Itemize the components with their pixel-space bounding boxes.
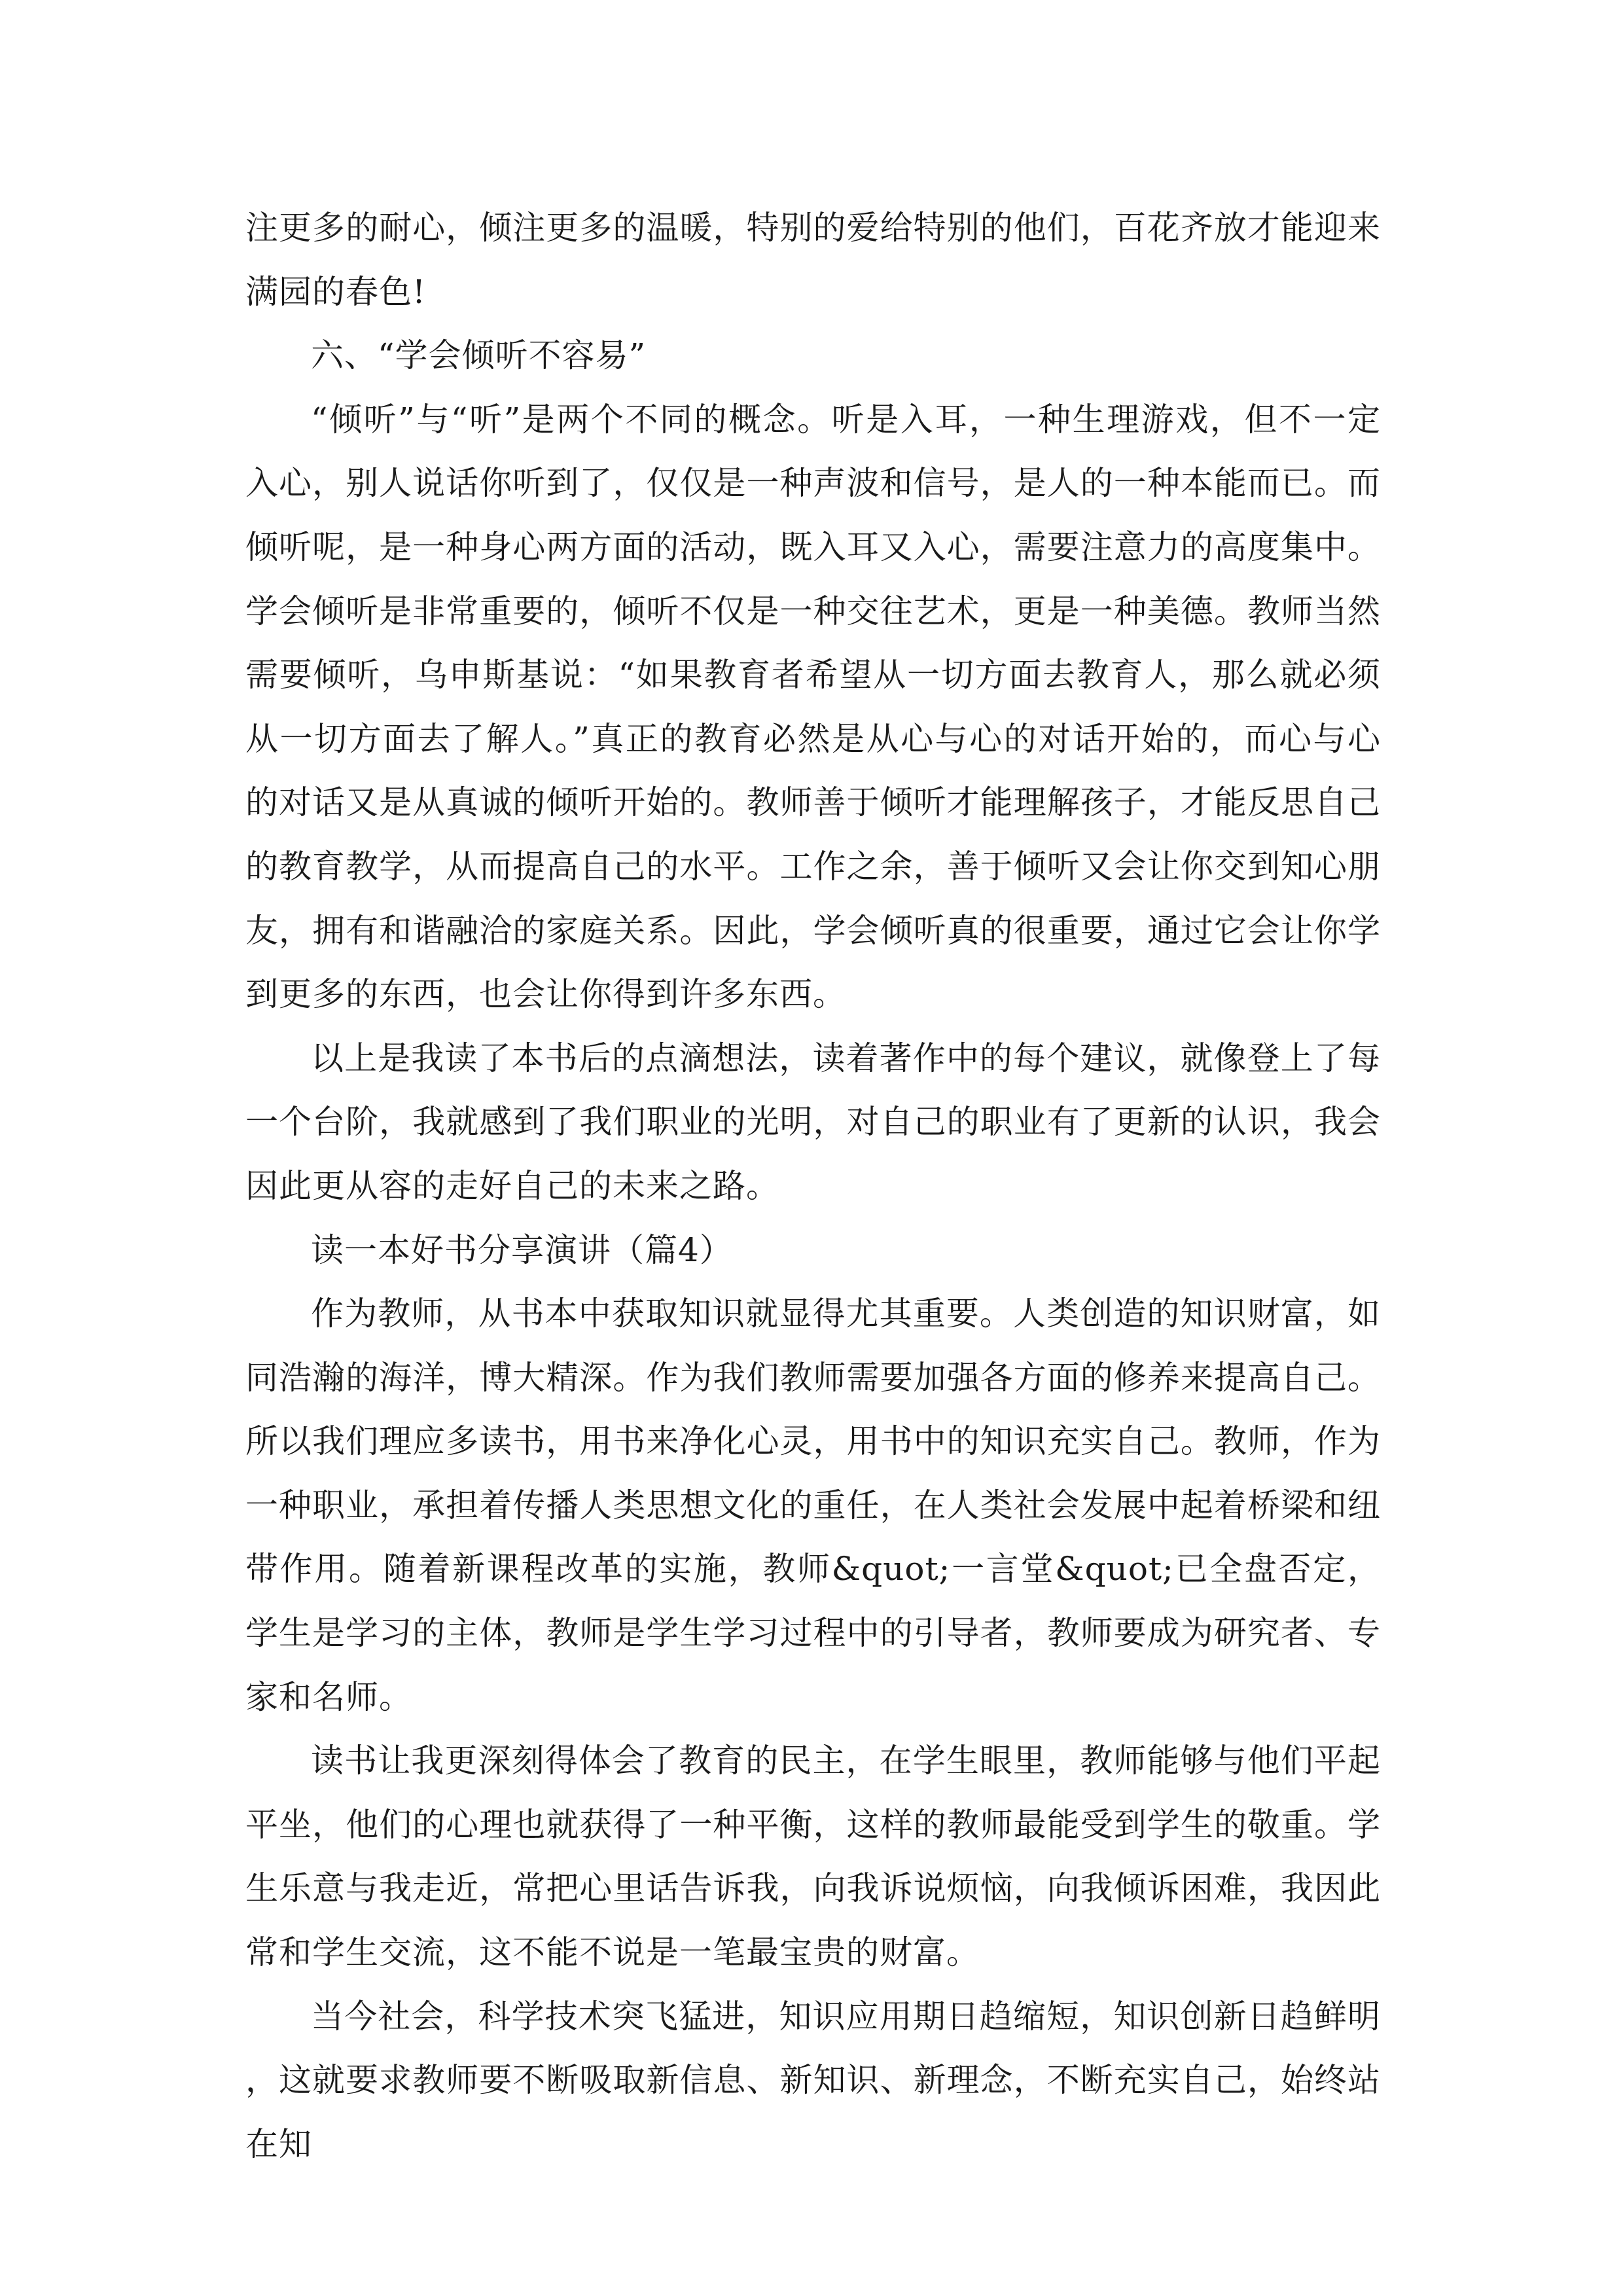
paragraph-listening: “倾听”与“听”是两个不同的概念。听是入耳，一种生理游戏，但不一定入心，别人说话你听到了，仅仅是一种声波和信号，是人的一种本能而已。而倾听呢，是一种身心两方面的活动，既入耳又入心，需要注意力的高度集中。学会倾听是非常重要的，倾听不仅是一种交往艺术，更是一种美德。教师当然需要倾听，乌申斯基说：“如果教育者希望从一切方面去教育人，那么就必须从一切方面去了解人。”真正的教育必然是从心与心的对话开始的，而心与心的对话又是从真诚的倾听开始的。教师善于倾听才能理解孩子，才能反思自己的教育教学，从而提高自己的水平。工作之余，善于倾听又会让你交到知心朋友，拥有和谐融洽的家庭关系。因此，学会倾听真的很重要，通过它会让你学到更多的东西，也会让你得到许多东西。 bbox=[245, 400, 1381, 1014]
paragraph-teacher-knowledge: 作为教师，从书本中获取知识就显得尤其重要。人类创造的知识财富，如同浩瀚的海洋，博大精深。作为我们教师需要加强各方面的修养来提高自己。所以我们理应多读书，用书来净化心灵，用书中的知识充实自己。教师，作为一种职业，承担着传播人类思想文化的重任，在人类社会发展中起着桥梁和纽带作用。随着新课程改革的实施，教师&quot;一言堂&quot;已全盘否定，学生是学习的主体，教师是学生学习过程中的引导者，教师要成为研究者、专家和名师。 bbox=[245, 1295, 1381, 1716]
section-heading-listening: 六、“学会倾听不容易” bbox=[311, 336, 647, 375]
paragraph-modern-society: 当今社会，科学技术突飞猛进，知识应用期日趋缩短，知识创新日趋鲜明，这就要求教师要不断吸取新信息、新知识、新理念，不断充实自己，始终站在知 bbox=[245, 1997, 1381, 2163]
article-title-part-4: 读一本好书分享演讲（篇4） bbox=[311, 1230, 733, 1269]
paragraph-democracy: 读书让我更深刻得体会了教育的民主，在学生眼里，教师能够与他们平起平坐，他们的心理也就获得了一种平衡，这样的教师最能受到学生的敬重。学生乐意与我走近，常把心里话告诉我，向我诉说烦恼，向我倾诉困难，我因此常和学生交流，这不能不说是一笔最宝贵的财富。 bbox=[245, 1742, 1381, 1972]
paragraph-conclusion: 以上是我读了本书后的点滴想法，读着著作中的每个建议，就像登上了每一个台阶，我就感到了我们职业的光明，对自己的职业有了更新的认识，我会因此更从容的走好自己的未来之路。 bbox=[245, 1039, 1381, 1205]
paragraph-continuation: 注更多的耐心，倾注更多的温暖，特别的爱给特别的他们，百花齐放才能迎来满园的春色! bbox=[245, 209, 1381, 311]
document-body bbox=[245, 196, 1381, 2176]
